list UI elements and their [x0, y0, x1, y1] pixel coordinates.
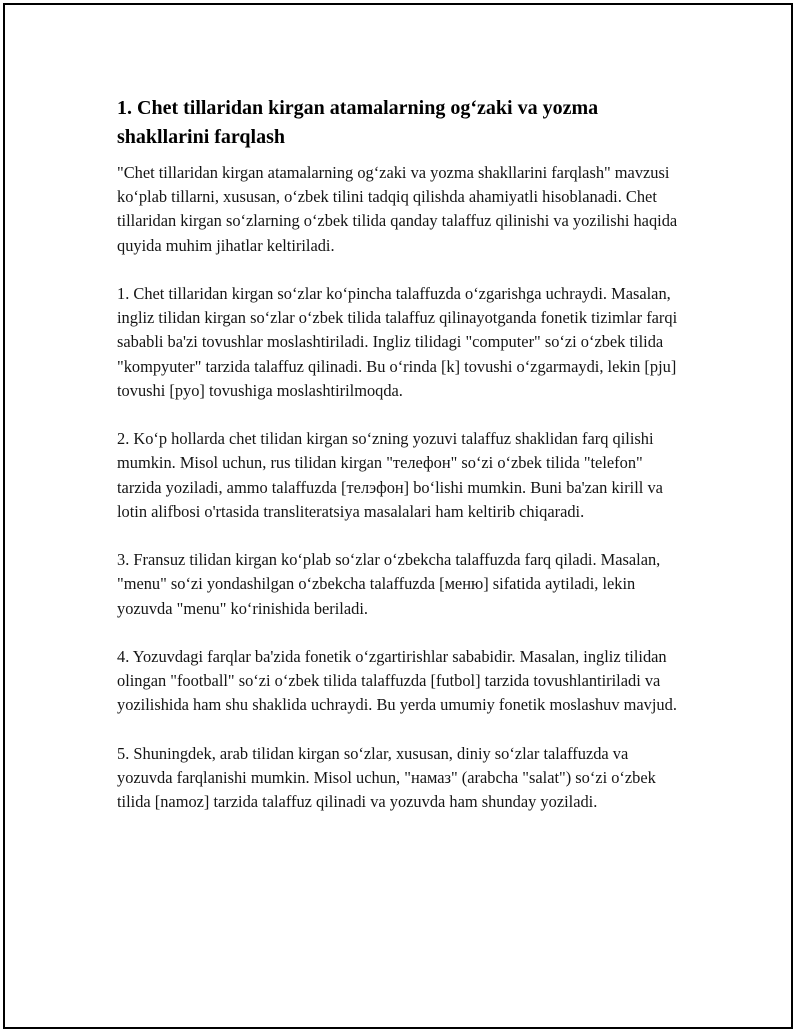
point-2-paragraph: 2. Ko‘p hollarda chet tilidan kirgan so‘zning yozuvi talaffuz shaklidan farq qilishi mumkin. Misol uchun, rus tilidan kirgan "телефон" so‘zi o‘zbek tilida "telefon" tarzida yoziladi, ammo talaffuzda [телэфон] bo‘lishi mumkin. Buni ba'zan kirill va lotin alifbosi o'rtasida transliteratsiya masalalari ham keltirib chiqaradi.: [117, 429, 663, 521]
document-body: [117, 94, 687, 839]
point-3-paragraph: 3. Fransuz tilidan kirgan ko‘plab so‘zlar o‘zbekcha talaffuzda farq qiladi. Masalan, "menu" so‘zi yondashilgan o‘zbekcha talaffuzda [меню] sifatida aytiladi, lekin yozuvda "menu" ko‘rinishida beriladi.: [117, 550, 661, 618]
point-1-paragraph: 1. Chet tillaridan kirgan so‘zlar ko‘pincha talaffuzda o‘zgarishga uchraydi. Masalan, ingliz tilidan kirgan so‘zlar o‘zbek tilida talaffuz qilinayotganda fonetik tizimlar farqi sababli ba'zi tovushlar moslashtiriladi. Ingliz tilidagi "computer" so‘zi o‘zbek tilida "kompyuter" tarzida talaffuz qilinadi. Bu o‘rinda [k] tovushi o‘zgarmaydi, lekin [pju] tovushi [pyo] tovushiga moslashtirilmoqda.: [117, 284, 678, 400]
intro-paragraph: "Chet tillaridan kirgan atamalarning og‘zaki va yozma shakllarini farqlash" mavzusi ko‘plab tillarni, xususan, o‘zbek tilini tadqiq qilishda ahamiyatli hisoblanadi. Chet tillaridan kirgan so‘zlarning o‘zbek tilida qanday talaffuz qilinishi va yozilishi haqida quyida muhim jihatlar keltiriladi.: [117, 163, 678, 255]
point-4-paragraph: 4. Yozuvdagi farqlar ba'zida fonetik o‘zgartirishlar sababidir. Masalan, ingliz tilidan olingan "football" so‘zi o‘zbek tilida talaffuzda [futbol] tarzida tovushlantiriladi va yozilishida ham shu shaklida uchraydi. Bu yerda umumiy fonetik moslashuv mavjud.: [117, 647, 677, 715]
section-heading: 1. Chet tillaridan kirgan atamalarning og‘zaki va yozma shakllarini farqlash: [117, 97, 599, 148]
point-5-paragraph: 5. Shuningdek, arab tilidan kirgan so‘zlar, xususan, diniy so‘zlar talaffuzda va yozuvda farqlanishi mumkin. Misol uchun, "намаз" (arabcha "salat") so‘zi o‘zbek tilida [namoz] tarzida talaffuz qilinadi va yozuvda ham shunday yoziladi.: [117, 743, 656, 812]
